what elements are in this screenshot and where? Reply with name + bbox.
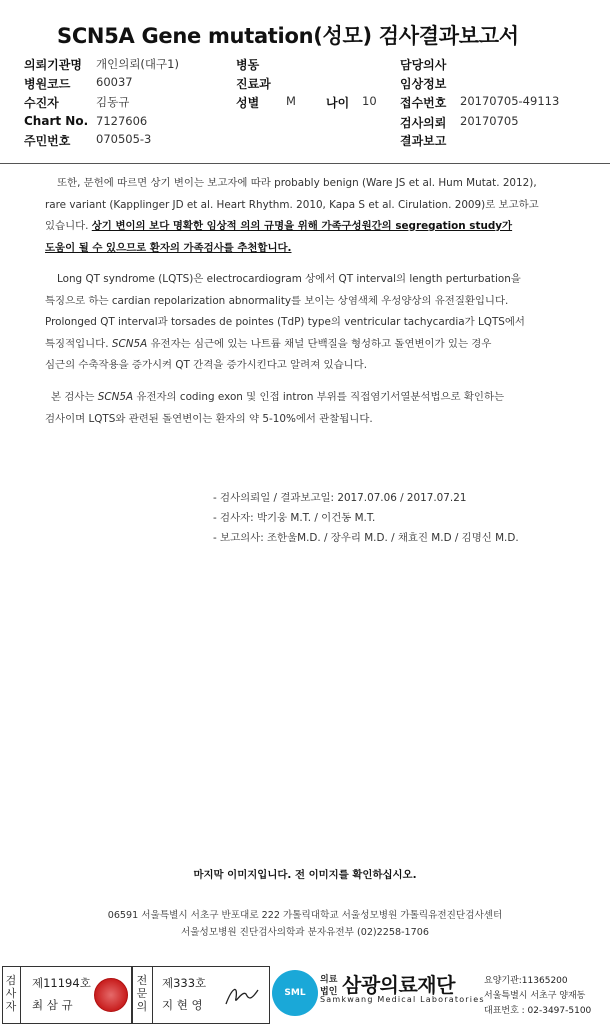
text-line bbox=[45, 334, 565, 356]
label-department: 진료과 bbox=[236, 77, 271, 91]
header-result-report bbox=[400, 132, 446, 149]
signoff-doctors: - 보고의사: 조한울M.D. / 장우리 M.D. / 채효진 M.D / 김명신 M.D. bbox=[213, 532, 519, 544]
paragraph-lqts bbox=[45, 269, 565, 377]
org-address: 서울특별시 서초구 양재동 bbox=[484, 991, 586, 1001]
value-sex: M bbox=[286, 94, 296, 108]
signoff-testers: - 검사자: 박기웅 M.T. / 이건동 M.T. bbox=[213, 512, 376, 524]
org-prefix-1: 의료 bbox=[320, 975, 338, 985]
specialist-box-divider bbox=[152, 966, 153, 1024]
value-hospital-code: 60037 bbox=[96, 75, 133, 89]
org-name: 삼광의료재단 bbox=[342, 973, 455, 997]
text-segment: 있습니다. bbox=[45, 220, 92, 232]
header-patient bbox=[24, 94, 130, 111]
recommendation-text: 상기 변이의 보다 명확한 임상적 의의 규명을 위해 가족구성원간의 segregation study가 bbox=[91, 220, 513, 232]
last-page-notice: 마지막 이미지입니다. 전 이미지를 확인하십시오. bbox=[193, 869, 417, 881]
org-phone: 대표번호 : 02-3497-5100 bbox=[484, 1006, 592, 1016]
text-line: Long QT syndrome (LQTS)은 electrocardiogram 상에서 QT interval의 length perturbation을 bbox=[57, 273, 521, 285]
org-prefix-2: 법인 bbox=[320, 987, 338, 997]
header-department bbox=[236, 75, 271, 92]
address-line-1: 06591 서울특별시 서초구 반포대로 222 가톨릭대학교 서울성모병원 가톨릭유전진단검사센터 bbox=[107, 910, 503, 921]
text-line bbox=[45, 216, 565, 238]
header-sex bbox=[236, 94, 296, 111]
label-patient: 수진자 bbox=[24, 96, 59, 110]
label-doctor: 담당의사 bbox=[400, 58, 447, 72]
address-line-2: 서울성모병원 진단검사의학과 분자유전부 (02)2258-1706 bbox=[181, 927, 429, 938]
inspector-box-divider bbox=[20, 966, 21, 1024]
signature-icon bbox=[222, 980, 262, 1010]
label-chart-no: Chart No. bbox=[24, 114, 89, 128]
text-line bbox=[45, 238, 565, 260]
value-chart-no: 7127606 bbox=[96, 114, 148, 128]
value-age: 10 bbox=[362, 94, 377, 108]
header-chart-no bbox=[24, 114, 148, 128]
text-line: 심근의 수축작용을 증가시켜 QT 간격을 증가시킨다고 알려져 있습니다. bbox=[45, 359, 367, 371]
recommendation-text: 도움이 될 수 있으므로 환자의 가족검사를 추천합니다. bbox=[45, 241, 292, 254]
text-line: 특징으로 하는 cardian repolarization abnormality를 보이는 상염색체 우성양상의 유전질환입니다. bbox=[45, 294, 509, 307]
signoff-dates: - 검사의뢰일 / 결과보고일: 2017.07.06 / 2017.07.21 bbox=[213, 492, 467, 504]
value-request-date: 20170705 bbox=[460, 114, 519, 128]
gene-name: SCN5A bbox=[111, 337, 148, 350]
text-segment: 특징적입니다. bbox=[45, 337, 112, 350]
header-age bbox=[326, 94, 377, 111]
specialist-name: 지 현 영 bbox=[162, 998, 203, 1012]
header-request-date bbox=[400, 114, 519, 131]
label-resident-no: 주민번호 bbox=[24, 134, 71, 148]
report-title: SCN5A Gene mutation(성모) 검사결과보고서 bbox=[57, 24, 519, 48]
label-result-report: 결과보고 bbox=[400, 134, 447, 148]
header-doctor bbox=[400, 56, 446, 73]
label-request-date: 검사의뢰 bbox=[400, 116, 447, 130]
text-segment: 유전자는 심근에 있는 나트륨 채널 단백질을 형성하고 돌연변이가 있는 경우 bbox=[147, 337, 492, 350]
header-receipt-no bbox=[400, 94, 560, 111]
text-line: rare variant (Kapplinger JD et al. Heart Rhythm. 2010, Kapa S et al. Cirulation. 2009)로 보고하고 bbox=[45, 198, 539, 211]
header-divider bbox=[0, 163, 610, 164]
paragraph-method bbox=[45, 387, 565, 430]
specialist-label: 전문의 bbox=[136, 974, 148, 1013]
org-code: 요양기관:11365200 bbox=[484, 976, 568, 986]
header-resident-no bbox=[24, 132, 152, 149]
header-hospital-code bbox=[24, 75, 133, 92]
inspector-name: 최 삼 규 bbox=[32, 998, 73, 1012]
header-ward bbox=[236, 56, 259, 73]
label-receipt-no: 접수번호 bbox=[400, 96, 447, 110]
paragraph-references bbox=[45, 173, 565, 259]
text-line: 검사이며 LQTS와 관련된 돌연변이는 환자의 약 5-10%에서 관찰됩니다. bbox=[45, 412, 373, 425]
value-receipt-no: 20170705-49113 bbox=[460, 94, 560, 108]
gene-name: SCN5A bbox=[97, 391, 134, 403]
inspector-license-no: 제11194호 bbox=[32, 976, 91, 990]
text-line: 또한, 문헌에 따르면 상기 변이는 보고자에 따라 probably benign (Ware JS et al. Hum Mutat. 2012), bbox=[57, 177, 537, 189]
text-segment: 유전자의 coding exon 및 인접 intron 부위를 직접염기서열분석법으로 확인하는 bbox=[133, 391, 505, 403]
value-patient: 김동규 bbox=[96, 95, 130, 109]
sml-logo-icon: SML bbox=[272, 970, 318, 1016]
text-segment: 본 검사는 bbox=[51, 391, 98, 403]
org-english-name: Samkwang Medical Laboratories bbox=[320, 995, 485, 1004]
label-sex: 성별 bbox=[236, 96, 260, 110]
label-hospital-code: 병원코드 bbox=[24, 77, 71, 91]
text-line: Prolonged QT interval과 torsades de pointes (TdP) type의 ventricular tachycardia가 LQTS에서 bbox=[45, 316, 525, 328]
label-ward: 병동 bbox=[236, 58, 260, 72]
label-age: 나이 bbox=[326, 96, 350, 110]
label-clinical-info: 임상정보 bbox=[400, 77, 447, 91]
inspector-label: 검사자 bbox=[5, 974, 17, 1013]
specialist-license-no: 제333호 bbox=[162, 976, 207, 990]
value-resident-no: 070505-3 bbox=[96, 132, 152, 146]
header-institution bbox=[24, 56, 179, 73]
text-line bbox=[45, 387, 565, 409]
value-institution: 개인의뢰(대구1) bbox=[96, 57, 179, 71]
label-institution: 의뢰기관명 bbox=[24, 58, 82, 72]
header-clinical-info bbox=[400, 75, 446, 92]
seal-stamp bbox=[94, 978, 128, 1012]
